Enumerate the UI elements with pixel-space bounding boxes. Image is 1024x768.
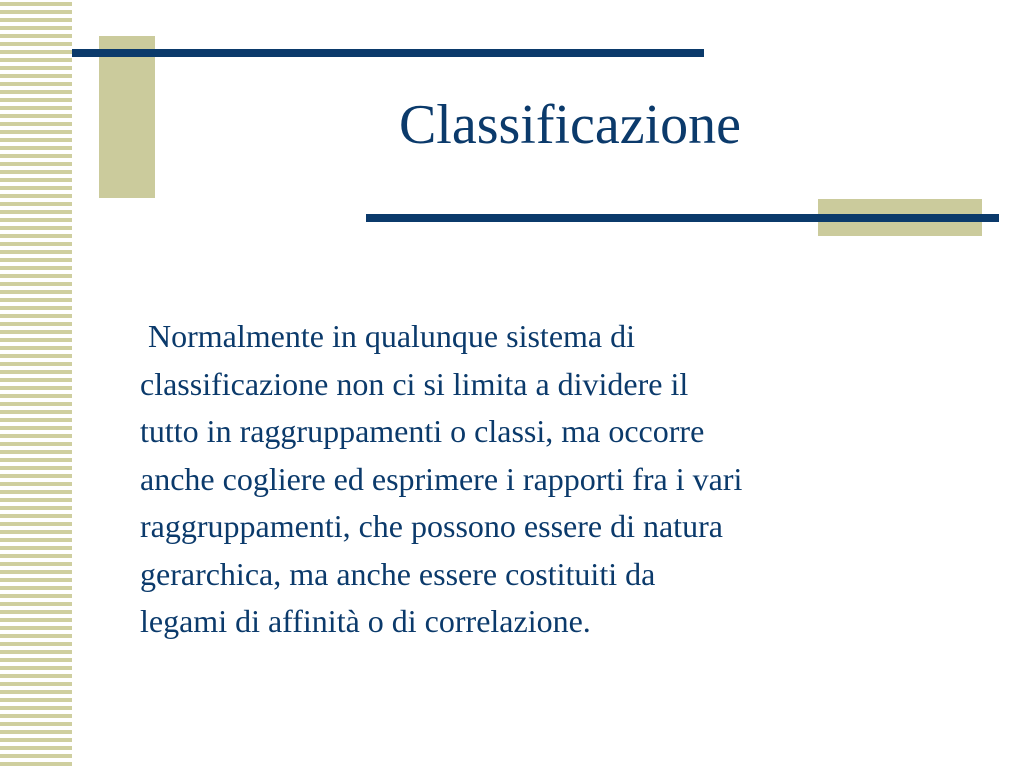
body-line: Normalmente in qualunque sistema di — [140, 318, 635, 354]
top-accent-block — [99, 36, 155, 198]
body-line: raggruppamenti, che possono essere di natura — [140, 508, 723, 544]
slide-title: Classificazione — [398, 94, 742, 156]
body-line: anche cogliere ed esprimere i rapporti fra i vari — [140, 460, 743, 497]
body-line: gerarchica, ma anche essere costituiti da — [140, 555, 656, 592]
body-line: tutto in raggruppamenti o classi, ma occorre — [140, 413, 705, 449]
bottom-rule-line — [366, 214, 999, 222]
top-rule-line — [72, 49, 704, 57]
slide-body — [140, 313, 980, 646]
body-line: legami di affinità o di correlazione. — [140, 603, 591, 639]
body-line: classificazione non ci si limita a dividere il — [140, 365, 689, 402]
left-stripe-decoration — [0, 0, 72, 768]
